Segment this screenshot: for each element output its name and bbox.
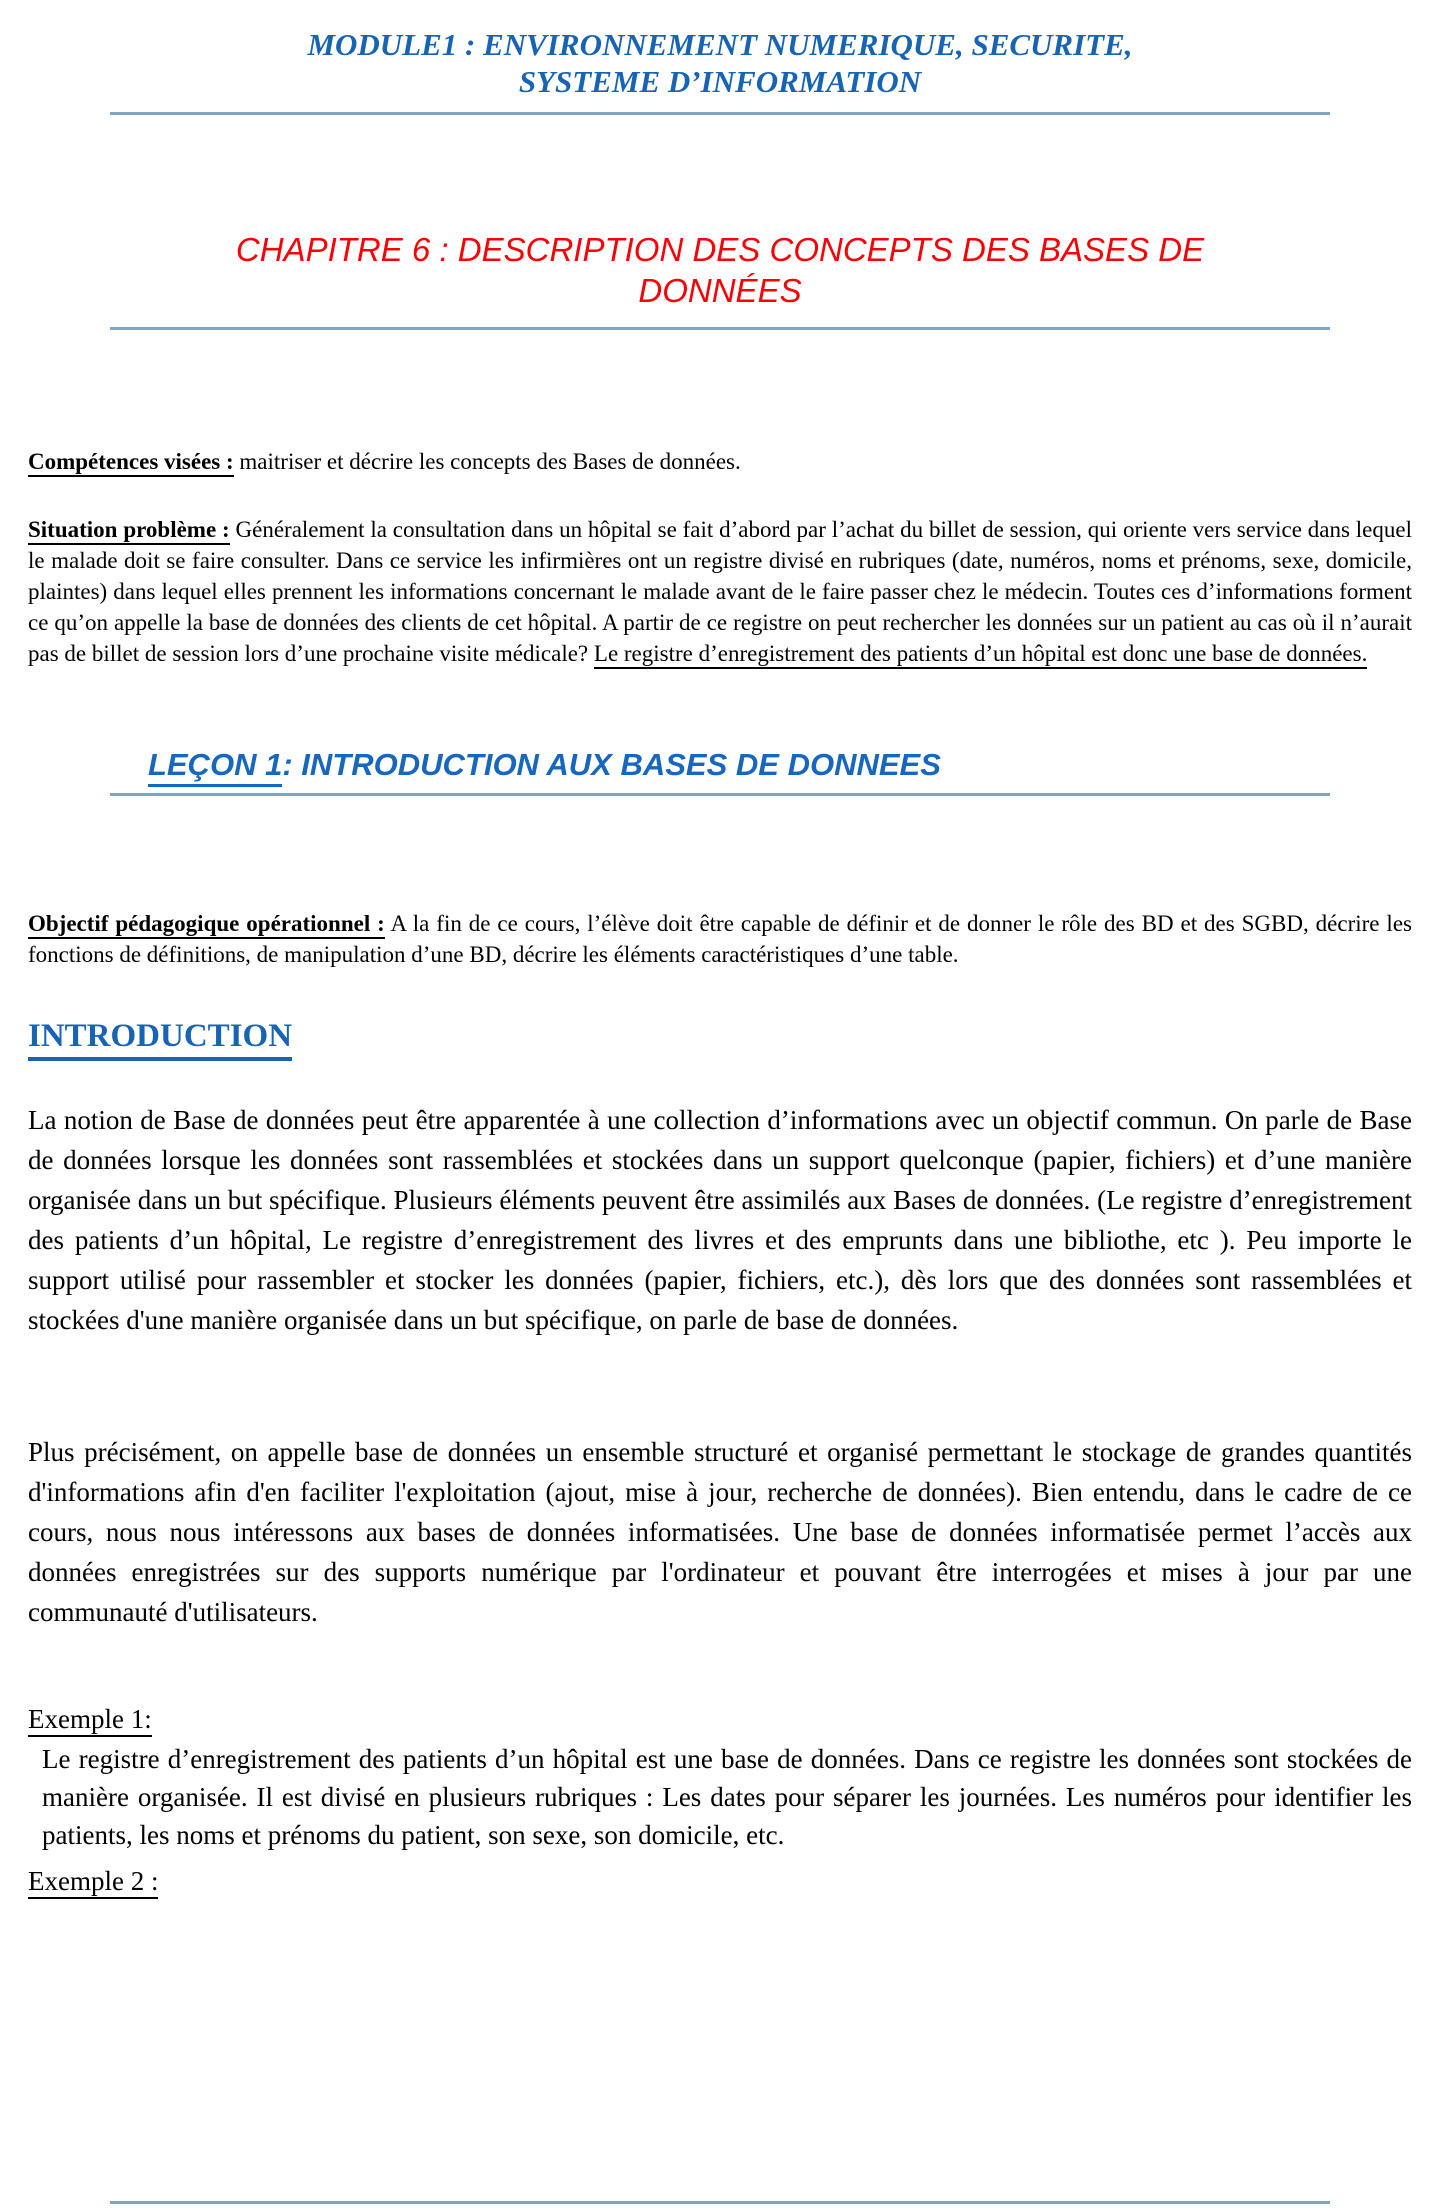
situation-label: Situation problème : bbox=[28, 517, 230, 545]
situation-text: Généralement la consultation dans un hôpital se fait d’abord par l’achat du billet de session, qui oriente vers service dans lequel le malade doit se faire consulter. Dans ce service les infirmières ont un registre divisé en rubriques (date, numéros, noms et prénoms, sexe, domicile, plaintes) dans lequel elles prennent les informations concernant le malade avant de le faire passer chez le médecin. Toutes ces d’informations forment ce qu’on appelle la base de données des clients de cet hôpital. A partir de ce registre on peut rechercher les données sur un patient au cas où il n’aurait pas de billet de session lors d’une prochaine visite médicale? bbox=[28, 517, 1412, 666]
module-title bbox=[0, 0, 1440, 100]
module-title-line2: SYSTEME D’INFORMATION bbox=[518, 64, 922, 99]
objectif-label: Objectif pédagogique opérationnel : bbox=[28, 911, 385, 939]
title-rule bbox=[110, 112, 1330, 115]
exemple1-label bbox=[28, 1702, 1412, 1736]
objectif-paragraph bbox=[28, 908, 1412, 970]
exemple2-label-text: Exemple 2 : bbox=[28, 1866, 158, 1899]
situation-paragraph bbox=[28, 514, 1412, 669]
chapter-title-line1: CHAPITRE 6 : DESCRIPTION DES CONCEPTS DES BASES DE bbox=[235, 231, 1205, 268]
chapter-title-line2: DONNÉES bbox=[638, 272, 802, 309]
introduction-heading-text: INTRODUCTION bbox=[28, 1018, 292, 1061]
intro-paragraph-2: Plus précisément, on appelle base de données un ensemble structuré et organisé permettant le stockage de grandes quantités d'informations afin d'en faciliter l'exploitation (ajout, mise à jour, recherche de données). Bien entendu, dans le cadre de ce cours, nous nous intéressons aux bases de données informatisées. Une base de données informatisée permet l’accès aux données enregistrées sur des supports numérique par l'ordinateur et pouvant être interrogées et mises à jour par une communauté d'utilisateurs. bbox=[28, 1437, 1412, 1627]
chapter-rule bbox=[110, 327, 1330, 330]
lecon-label: LEÇON 1 bbox=[148, 747, 282, 787]
module-title-line1: MODULE1 : ENVIRONNEMENT NUMERIQUE, SECURITE, bbox=[307, 27, 1133, 62]
competences-paragraph bbox=[28, 446, 1412, 477]
exemple1-label-text: Exemple 1: bbox=[28, 1704, 152, 1737]
intro-paragraph-1: La notion de Base de données peut être apparentée à une collection d’informations avec un objectif commun. On parle de Base de données lorsque les données sont rassemblées et stockées dans un support quelconque (papier, fichiers) et d’une manière organisée dans un but spécifique. Plusieurs éléments peuvent être assimilés aux Bases de données. (Le registre d’enregistrement des patients d’un hôpital, Le registre d’enregistrement des livres et des emprunts dans une bibliothe, etc ). Peu importe le support utilisé pour rassembler et stocker les données (papier, fichiers, etc.), dès lors que des données sont rassemblées et stockées d'une manière organisée dans un but spécifique, on parle de base de données. bbox=[28, 1105, 1412, 1335]
exemple1-paragraph: Le registre d’enregistrement des patients d’un hôpital est une base de données. Dans ce registre les données sont stockées de manière organisée. Il est divisé en plusieurs rubriques : Les dates pour séparer les journées. Les numéros pour identifier les patients, les noms et prénoms du patient, son sexe, son domicile, etc. bbox=[42, 1744, 1412, 1850]
situation-underlined-conclusion: Le registre d’enregistrement des patients d’un hôpital est donc une base de données. bbox=[594, 641, 1367, 669]
lecon-heading bbox=[148, 747, 1440, 783]
objectif-text: A la fin de ce cours, l’élève doit être capable de définir et de donner le rôle des BD et des SGBD, décrire les fonctions de définitions, de manipulation d’une BD, décrire les éléments caractéristiques d’une table. bbox=[28, 911, 1412, 967]
footer-rule bbox=[110, 2201, 1330, 2204]
introduction-heading bbox=[28, 1016, 1412, 1056]
lecon-heading-rest: : INTRODUCTION AUX BASES DE DONNEES bbox=[282, 747, 941, 782]
chapter-title bbox=[100, 229, 1340, 311]
competences-text: maitriser et décrire les concepts des Bases de données. bbox=[233, 449, 741, 474]
exemple2-label bbox=[28, 1864, 1412, 1898]
competences-label: Compétences visées : bbox=[28, 449, 234, 477]
lecon-rule bbox=[110, 793, 1330, 796]
